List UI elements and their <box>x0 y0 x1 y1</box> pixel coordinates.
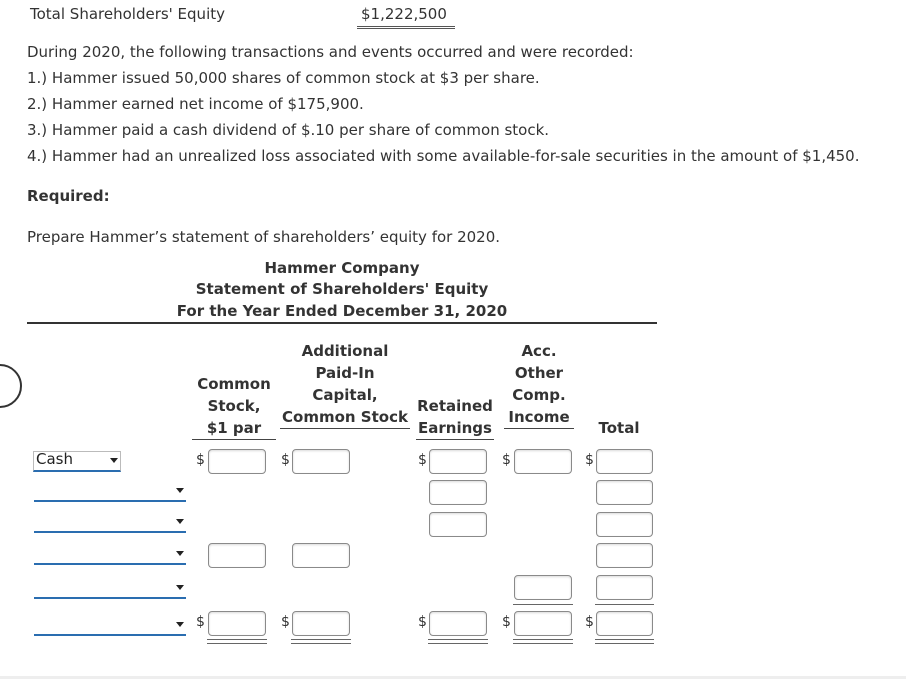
row-5-account-select[interactable] <box>34 579 186 599</box>
chevron-down-icon <box>176 585 184 590</box>
chevron-down-icon <box>176 488 184 493</box>
chevron-down-icon <box>176 519 184 524</box>
row-1-common-stock-input[interactable] <box>208 449 266 474</box>
dollar-sign: $ <box>585 614 594 630</box>
row-1-aoci-input[interactable] <box>514 449 572 474</box>
dollar-sign: $ <box>281 452 290 468</box>
total-double-rule <box>513 639 573 644</box>
statement-period: For the Year Ended December 31, 2020 <box>176 302 508 320</box>
dollar-sign: $ <box>418 452 427 468</box>
row-6-apic-input[interactable] <box>292 611 350 636</box>
chevron-down-icon <box>110 458 118 463</box>
row-1-account-value: Cash <box>36 450 73 468</box>
statement-title: Statement of Shareholders' Equity <box>195 280 489 298</box>
row-6-account-select[interactable] <box>34 616 186 636</box>
row-6-aoci-input[interactable] <box>514 611 572 636</box>
row-3-retained-earnings-input[interactable] <box>429 512 487 537</box>
heading-rule <box>27 322 657 324</box>
total-double-rule <box>207 639 267 644</box>
col-header-apic: Additional Paid-In Capital, Common Stock <box>280 340 410 429</box>
col-header-retained-earnings: Retained Earnings <box>416 395 494 440</box>
company-name: Hammer Company <box>264 259 420 277</box>
row-4-account-select[interactable] <box>34 545 186 565</box>
row-6-common-stock-input[interactable] <box>208 611 266 636</box>
col-header-total: Total <box>598 419 640 437</box>
row-1-total-input[interactable] <box>596 449 653 474</box>
dollar-sign: $ <box>281 614 290 630</box>
transaction-4: 4.) Hammer had an unrealized loss associated with some available-for-sale securities in the amount of $1,450. <box>27 147 860 165</box>
row-2-retained-earnings-input[interactable] <box>429 480 487 505</box>
side-circle-decoration <box>0 364 22 408</box>
row-2-total-input[interactable] <box>596 480 653 505</box>
transaction-3: 3.) Hammer paid a cash dividend of $.10 per share of common stock. <box>27 121 550 139</box>
required-heading: Required: <box>27 187 110 205</box>
row-1-account-select[interactable] <box>33 451 121 472</box>
subtotal-rule <box>513 604 573 605</box>
total-double-rule <box>428 639 488 644</box>
dollar-sign: $ <box>585 452 594 468</box>
dollar-sign: $ <box>196 452 205 468</box>
total-double-rule <box>595 639 654 644</box>
total-equity-value: $1,222,500 <box>357 5 455 29</box>
total-equity-label: Total Shareholders' Equity <box>30 5 225 23</box>
row-4-common-stock-input[interactable] <box>208 543 266 568</box>
col-header-common-stock: Common Stock, $1 par <box>192 373 276 440</box>
row-4-apic-input[interactable] <box>292 543 350 568</box>
row-5-aoci-input[interactable] <box>514 575 572 600</box>
row-1-apic-input[interactable] <box>292 449 350 474</box>
row-2-account-select[interactable] <box>34 482 186 502</box>
subtotal-rule <box>595 604 654 605</box>
row-6-total-input[interactable] <box>596 611 653 636</box>
dollar-sign: $ <box>196 614 205 630</box>
transaction-2: 2.) Hammer earned net income of $175,900. <box>27 95 364 113</box>
row-5-total-input[interactable] <box>596 575 653 600</box>
row-1-retained-earnings-input[interactable] <box>429 449 487 474</box>
row-3-account-select[interactable] <box>34 513 186 533</box>
intro-text: During 2020, the following transactions and events occurred and were recorded: <box>27 43 634 61</box>
chevron-down-icon <box>176 551 184 556</box>
col-header-aoci: Acc. Other Comp. Income <box>504 340 574 429</box>
dollar-sign: $ <box>418 614 427 630</box>
instruction-text: Prepare Hammer’s statement of shareholders’ equity for 2020. <box>27 228 501 246</box>
chevron-down-icon <box>176 622 184 627</box>
row-4-total-input[interactable] <box>596 543 653 568</box>
total-double-rule <box>291 639 351 644</box>
dollar-sign: $ <box>502 452 511 468</box>
row-3-total-input[interactable] <box>596 512 653 537</box>
row-6-retained-earnings-input[interactable] <box>429 611 487 636</box>
transaction-1: 1.) Hammer issued 50,000 shares of common stock at $3 per share. <box>27 69 540 87</box>
dollar-sign: $ <box>502 614 511 630</box>
